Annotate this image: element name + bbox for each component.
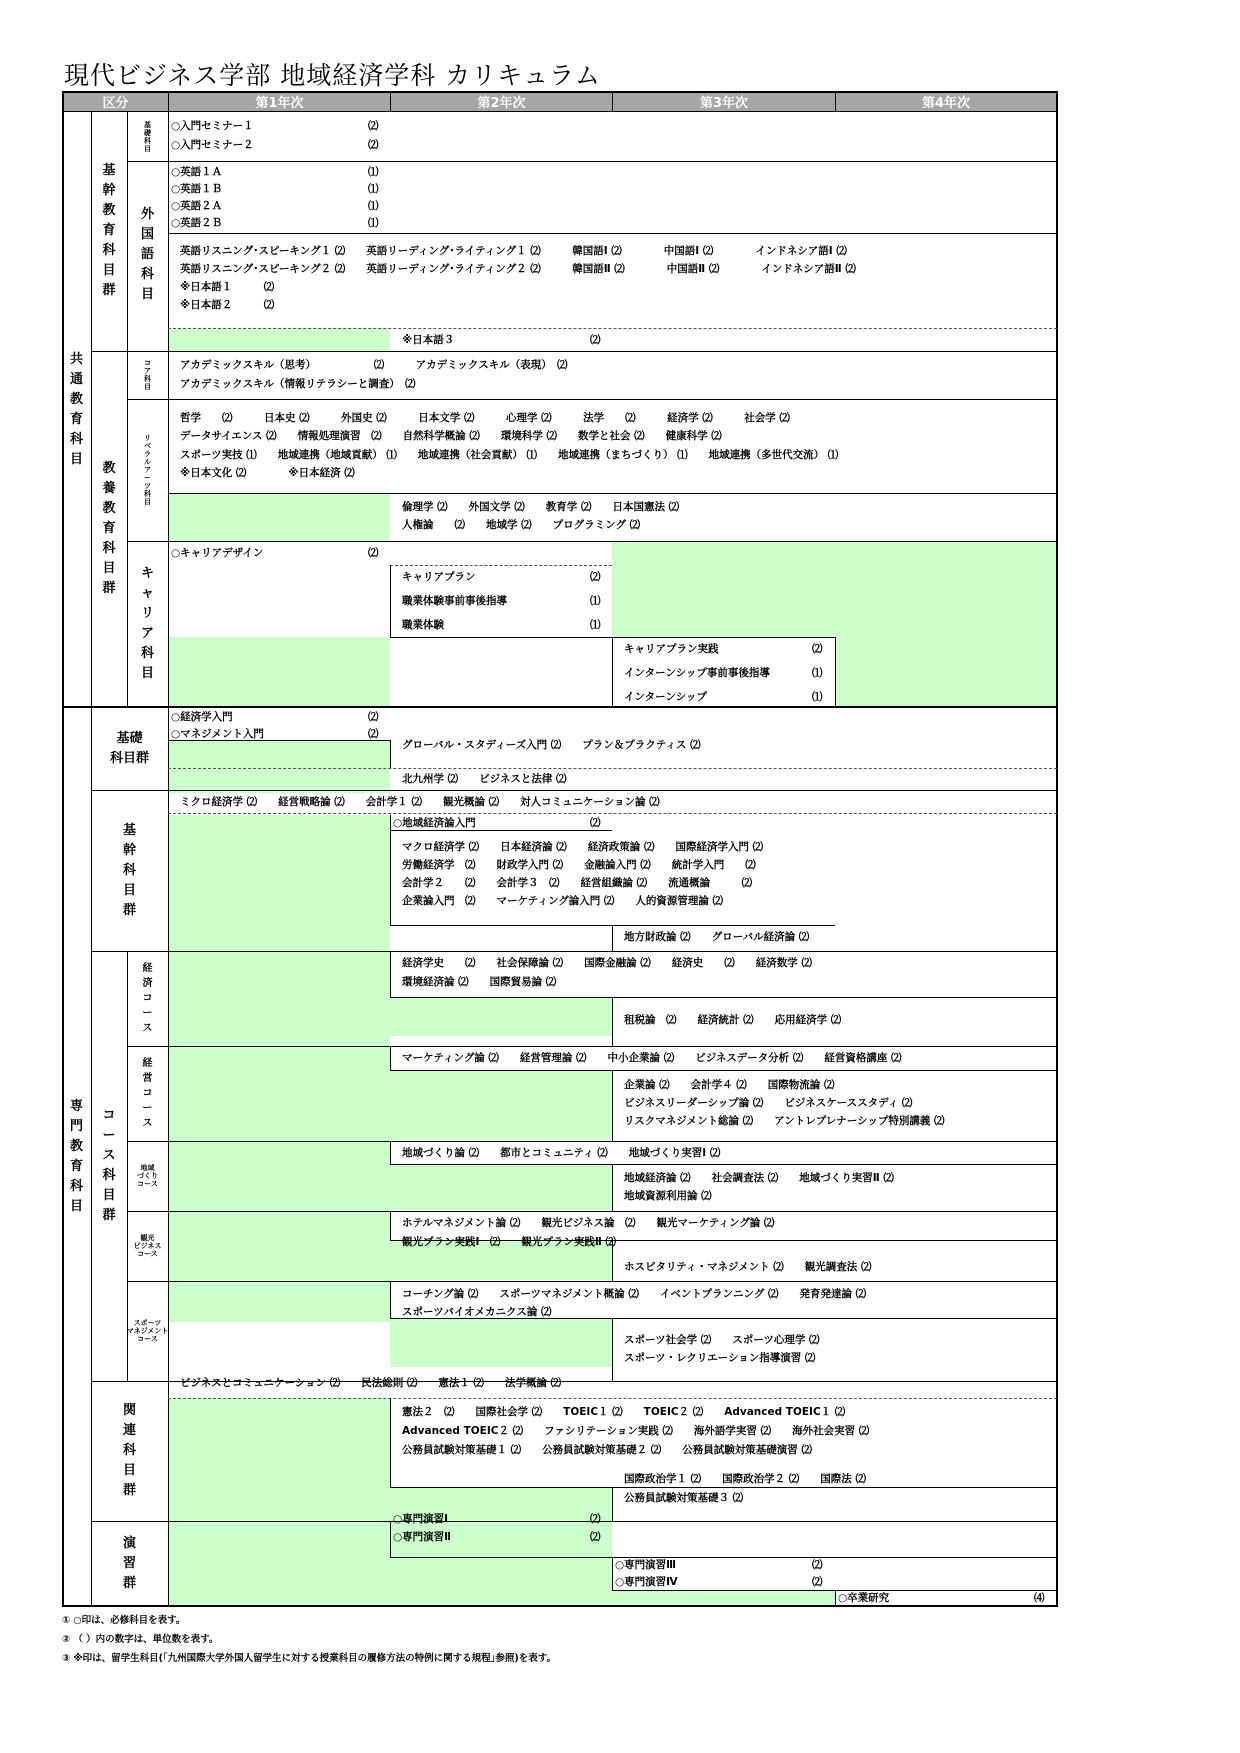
course-line: ビジネスとコミュニケーション ⑵ 民法総則 ⑵ 憲法１ ⑵ 法学概論 ⑵: [180, 1377, 562, 1389]
divider: [168, 493, 1057, 494]
course-line: ホスピタリティ・マネジメント ⑵ 観光調査法 ⑵: [624, 1261, 872, 1273]
divider: [91, 1521, 1057, 1522]
divider: [390, 565, 391, 637]
course-credit: ⑵: [590, 1513, 601, 1525]
divider: [127, 1046, 1057, 1047]
course-line: マーケティング論 ⑵ 経営管理論 ⑵ 中小企業論 ⑵ ビジネスデータ分析 ⑵ 経営資格講座 ⑵: [402, 1052, 902, 1064]
course-line: ※日本文化 ⑵ ※日本経済 ⑵: [180, 467, 355, 479]
footnote: ③ ※印は、留学生科目(｢九州国際大学外国人留学生に対する授業科目の履修方法の特例に関する規程｣参照)を表す。: [62, 1653, 557, 1664]
footnote: ② （ ）内の数字は、単位数を表す。: [62, 1634, 219, 1645]
course-credit: ⑵: [368, 120, 379, 132]
label-sports-course: スポーツ マネジメント コース: [126, 1319, 169, 1343]
divider: [390, 565, 612, 566]
course-credit: ⑴: [812, 667, 823, 679]
label-course-kamokugun: コ ー ス 科 目 群: [102, 1108, 116, 1223]
course-line: ホテルマネジメント論 ⑵ 観光ビジネス論 ⑵ 観光マーケティング論 ⑵: [402, 1217, 775, 1229]
divider: [612, 925, 613, 951]
course-name: ※日本語３: [402, 334, 455, 346]
divider: [127, 161, 1057, 162]
course-line: ※日本語１ ⑵: [180, 281, 275, 293]
label-kanko-course: 観光 ビジネス コース: [133, 1234, 162, 1258]
course-name: ○キャリアデザイン: [171, 547, 264, 559]
course-credit: ⑴: [368, 200, 379, 212]
divider: [390, 740, 391, 769]
course-name: 職業体験: [402, 619, 444, 631]
course-name: ○地域経済論入門: [393, 817, 476, 829]
divider: [127, 1211, 1057, 1212]
divider: [127, 399, 1057, 400]
course-credit: ⑵: [812, 1576, 823, 1588]
footnote: ① ○印は、必修科目を表す。: [62, 1615, 186, 1626]
course-line: 英語リスニング･スピーキング２ ⑵ 英語リーディング･ライティング２ ⑵ 韓国語Ⅱ ⑵ 中国語Ⅱ ⑵ インドネシア語Ⅱ ⑵: [180, 263, 856, 275]
divider: [835, 637, 836, 707]
course-line: 地方財政論 ⑵ グローバル経済論 ⑵: [624, 931, 810, 943]
course-line: 倫理学 ⑵ 外国文学 ⑵ 教育学 ⑵ 日本国憲法 ⑵: [402, 501, 680, 513]
course-line: 公務員試験対策基礎１ ⑵ 公務員試験対策基礎２ ⑵ 公務員試験対策基礎演習 ⑵: [402, 1444, 812, 1456]
label-kyotsu: 共 通 教 育 科 目: [69, 351, 83, 467]
course-credit: ⑵: [368, 547, 379, 559]
course-name: キャリアプラン: [402, 571, 476, 583]
course-line: 労働経済学 ⑵ 財政学入門 ⑵ 金融論入門 ⑵ 統計学入門 ⑵: [402, 859, 756, 871]
course-name: インターンシップ: [624, 691, 707, 703]
course-line: 地域経済論 ⑵ 社会調査法 ⑵ 地域づくり実習Ⅱ ⑵: [624, 1172, 894, 1184]
course-credit: ⑴: [368, 217, 379, 229]
header-year3: 第3年次: [612, 91, 836, 112]
course-line: 租税論 ⑵ 経済統計 ⑵ 応用経済学 ⑵: [624, 1014, 842, 1026]
divider: [612, 1164, 613, 1211]
course-line: 地域づくり論 ⑵ 都市とコミュニティ ⑵ 地域づくり実習Ⅰ ⑵: [402, 1147, 721, 1159]
course-credit: ⑵: [368, 711, 379, 723]
divider: [127, 1281, 1057, 1282]
divider: [390, 997, 1057, 998]
header-year2: 第2年次: [390, 91, 613, 112]
course-name: ○専門演習Ⅲ: [615, 1559, 677, 1571]
course-name: 職業体験事前事後指導: [402, 595, 507, 607]
label-kiso-kamokugun: 基礎 科目群: [109, 730, 149, 766]
divider: [168, 768, 1057, 769]
course-line: 公務員試験対策基礎３ ⑵: [624, 1492, 744, 1504]
header-kubun: 区分: [62, 91, 169, 112]
course-credit: ⑴: [368, 183, 379, 195]
course-name: ○入門セミナー２: [171, 139, 254, 151]
divider: [91, 951, 1057, 952]
divider: [168, 233, 1057, 234]
course-line: 人権論 ⑵ 地域学 ⑵ プログラミング ⑵: [402, 519, 641, 531]
divider: [91, 351, 1057, 352]
course-credit: ⑴: [590, 619, 601, 631]
divider: [612, 637, 613, 707]
course-name: ○英語１Ａ: [171, 166, 223, 178]
label-kikan-kamokugun: 基 幹 科 目 群: [122, 822, 136, 918]
course-credit: ⑵: [368, 139, 379, 151]
divider: [390, 1164, 1057, 1165]
course-line: 経済学史 ⑵ 社会保障論 ⑵ 国際金融論 ⑵ 経済史 ⑵ 経済数学 ⑵: [402, 957, 812, 969]
label-core-small: コ ア 科 目: [144, 359, 151, 391]
divider: [168, 1398, 1057, 1399]
course-line: データサイエンス ⑵ 情報処理演習 ⑵ 自然科学概論 ⑵ 環境科学 ⑵ 数学と社会 ⑵ 健康科学 ⑵: [180, 430, 722, 442]
course-line: マクロ経済学 ⑵ 日本経済論 ⑵ 経済政策論 ⑵ 国際経済学入門 ⑵: [402, 841, 764, 853]
course-line: 企業論 ⑵ 会計学４ ⑵ 国際物流論 ⑵: [624, 1079, 835, 1091]
divider: [127, 1141, 1057, 1142]
course-name: インターンシップ事前事後指導: [624, 667, 770, 679]
course-line: 観光プラン実践Ⅰ ⑵ 観光プラン実践Ⅱ ⑵: [402, 1236, 616, 1248]
divider: [612, 1557, 613, 1590]
course-name: キャリアプラン実践: [624, 643, 719, 655]
label-kanren: 関 連 科 目 群: [122, 1403, 136, 1498]
divider: [127, 541, 1057, 542]
course-line: アカデミックスキル（思考） ⑵ アカデミックスキル（表現） ⑵: [180, 359, 568, 371]
course-line: スポーツ実技 ⑴ 地域連携（地域貢献） ⑴ 地域連携（社会貢献） ⑴ 地域連携（まちづくり） ⑴ 地域連携（多世代交流） ⑴: [180, 449, 839, 461]
course-line: 会計学２ ⑵ 会計学３ ⑵ 経営組織論 ⑵ 流通概論 ⑵: [402, 877, 753, 889]
label-kikan-kyoiku: 基 幹 教 育 科 目 群: [102, 162, 116, 298]
course-line: リスクマネジメント総論 ⑵ アントレプレナーシップ特別講義 ⑵: [624, 1115, 945, 1127]
course-name: ○経済学入門: [171, 711, 233, 723]
course-line: 英語リスニング･スピーキング１ ⑵ 英語リーディング･ライティング１ ⑵ 韓国語Ⅰ ⑵ 中国語Ⅰ ⑵ インドネシア語Ⅰ ⑵: [180, 245, 847, 257]
divider: [612, 1318, 613, 1381]
header-year1: 第1年次: [168, 91, 391, 112]
course-name: ○専門演習Ⅰ: [393, 1513, 449, 1525]
course-line: 哲学 ⑵ 日本史 ⑵ 外国史 ⑵ 日本文学 ⑵ 心理学 ⑵ 法学 ⑵ 経済学 ⑵ 社会学 ⑵: [180, 412, 790, 424]
label-keizai-course: 経 済 コ ー ス: [142, 963, 153, 1034]
course-name: ○専門演習Ⅱ: [393, 1531, 452, 1543]
divider: [390, 1070, 1057, 1071]
label-liberal-small: リ ベ ラ ル ア ー ツ 科 目: [144, 434, 151, 506]
page-title: 現代ビジネス学部 地域経済学科 カリキュラム: [64, 61, 601, 90]
divider: [91, 790, 1057, 791]
course-line: 国際政治学１ ⑵ 国際政治学２ ⑵ 国際法 ⑵: [624, 1473, 866, 1485]
label-gaikoku: 外 国 語 科 目: [140, 207, 154, 302]
course-line: 地域資源利用論 ⑵: [624, 1190, 712, 1202]
course-line: 企業論入門 ⑵ マーケティング論入門 ⑵ 人的資源管理論 ⑵: [402, 895, 724, 907]
course-line: スポーツ社会学 ⑵ スポーツ心理学 ⑵: [624, 1334, 820, 1346]
course-name: ○英語２Ａ: [171, 200, 223, 212]
course-line: コーチング論 ⑵ スポーツマネジメント概論 ⑵ イベントプランニング ⑵ 発育発達論 ⑵: [402, 1288, 867, 1300]
header-year4: 第4年次: [835, 91, 1057, 112]
divider: [390, 1211, 391, 1240]
course-name: ○専門演習Ⅳ: [615, 1576, 678, 1588]
course-credit: ⑵: [590, 334, 601, 346]
divider: [390, 1557, 1057, 1558]
label-chiiki-course: 地域 づくり コース: [137, 1164, 158, 1188]
course-credit: ⑵: [812, 643, 823, 655]
divider: [390, 1141, 391, 1164]
divider: [62, 706, 1058, 708]
course-line: グローバル・スタディーズ入門 ⑵ プラン＆プラクティス ⑵: [402, 739, 701, 751]
course-credit: ⑴: [368, 166, 379, 178]
course-line: ミクロ経済学 ⑵ 経営戦略論 ⑵ 会計学１ ⑵ 観光概論 ⑵ 対人コミュニケーション論 ⑵: [180, 796, 660, 808]
course-credit: ⑴: [590, 595, 601, 607]
divider: [390, 1521, 391, 1557]
course-credit: ⑴: [812, 691, 823, 703]
divider: [612, 997, 613, 1046]
course-line: 北九州学 ⑵ ビジネスと法律 ⑵: [402, 773, 567, 785]
course-name: ○卒業研究: [838, 1592, 890, 1604]
course-credit: ⑵: [812, 1559, 823, 1571]
course-credit: ⑵: [590, 571, 601, 583]
divider: [390, 815, 391, 925]
divider: [390, 951, 391, 997]
divider: [390, 1398, 391, 1487]
course-line: ※日本語２ ⑵: [180, 299, 275, 311]
divider: [390, 830, 612, 831]
label-keiei-course: 経 営 コ ー ス: [142, 1058, 153, 1129]
course-line: スポーツ・レクリエーション指導演習 ⑵: [624, 1352, 816, 1364]
label-enshu: 演 習 群: [122, 1536, 136, 1591]
label-senmon: 専 門 教 育 科 目: [69, 1099, 83, 1214]
label-kyoyo: 教 養 教 育 科 目 群: [102, 461, 116, 596]
course-line: アカデミックスキル（情報リテラシーと調査） ⑵: [180, 378, 416, 390]
course-line: 憲法２ ⑵ 国際社会学 ⑵ TOEIC１ ⑵ TOEIC２ ⑵ Advanced TOEIC１ ⑵: [402, 1406, 846, 1418]
divider: [612, 1487, 613, 1521]
divider: [835, 1590, 836, 1607]
divider: [612, 1070, 613, 1141]
course-name: ○英語２Ｂ: [171, 217, 223, 229]
course-credit: ⑷: [1034, 1592, 1045, 1604]
course-credit: ⑵: [590, 817, 601, 829]
course-name: ○英語１Ｂ: [171, 183, 223, 195]
course-name: ○マネジメント入門: [171, 728, 264, 740]
course-name: ○入門セミナー１: [171, 120, 254, 132]
course-credit: ⑵: [590, 1531, 601, 1543]
divider: [168, 328, 1057, 329]
label-career: キ ャ リ ア 科 目: [140, 566, 154, 681]
divider: [168, 813, 1057, 814]
divider: [390, 1487, 1057, 1488]
course-line: スポーツバイオメカニクス論 ⑵: [402, 1306, 552, 1318]
course-line: ビジネスリーダーシップ論 ⑵ ビジネスケーススタディ ⑵: [624, 1097, 913, 1109]
label-kiso-small: 基 礎 科 目: [144, 120, 151, 153]
divider: [390, 1046, 391, 1070]
divider: [390, 1281, 391, 1318]
course-line: 環境経済論 ⑵ 国際貿易論 ⑵: [402, 976, 557, 988]
course-line: Advanced TOEIC２ ⑵ ファシリテーション実践 ⑵ 海外語学実習 ⑵ 海外社会実習 ⑵: [402, 1425, 870, 1437]
course-credit: ⑵: [368, 728, 379, 740]
